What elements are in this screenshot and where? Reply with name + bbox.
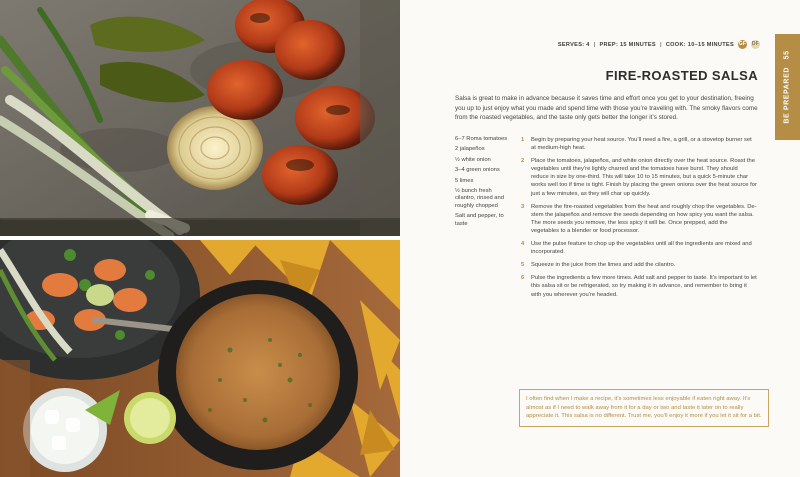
step-text: Use the pulse feature to chop up the vegetables until all the ingredients are mixed and incorporated. [531,241,752,256]
page-number: 55 [783,50,791,60]
recipe-title: FIRE-ROASTED SALSA [605,68,758,83]
step-item [521,136,757,152]
chapter-tab-label [784,50,791,123]
step-number: 1 [521,137,525,143]
recipe-intro: Salsa is great to make in advance because it saves time and effort once you get to your destination, freeing you up to just enjoy what you made and spend time with those you’re traveling with. The smoky flavors come from the roasted vegetables, and the taste only gets better the longer it’s stored. [455,95,758,122]
step-item [521,261,757,269]
tip-box: I often find when I make a recipe, it’s sometimes less enjoyable if eaten right away. It’s almost as if I need to walk away from it for a day or two and taste it later on to really appreciate it. This salsa is no different. Trust me, you’ll enjoy it more if you let it sit for a bit. [519,389,769,427]
ingredient-item: ½ white onion [455,156,491,163]
step-text: Pulse the ingredients a few more times. Add salt and pepper to taste. It’s important to let this salsa sit or be refrigerated, so try making it in advance, and remember to bring it with you wherever you’re headed. [531,275,757,298]
ingredient-item: 5 limes [455,177,474,184]
step-item [521,203,757,235]
chapter-tab [775,34,800,140]
ingredient-item: 6–7 Roma tomatoes [455,136,508,142]
roasted-vegetables-photo [0,0,400,236]
cook-time-text: COOK: 10–15 MINUTES [665,41,734,48]
dairy-free-badge: DF [751,41,760,47]
salsa-bowl-photo [0,240,400,477]
chapter-name: BE PREPARED [783,66,791,124]
ingredient-item: 2 jalapeños [455,146,485,153]
ingredient-item: Salt and pepper, to taste [455,213,504,227]
step-item [521,157,757,197]
step-number: 5 [521,262,525,269]
step-item [521,240,757,256]
prep-time-text: PREP: 15 MINUTES [599,41,656,48]
step-number: 3 [521,203,525,210]
step-number: 4 [521,241,525,248]
step-number: 2 [521,158,525,165]
step-text: Place the tomatoes, jalapeños, and white onion directly over the heat source. Roast the vegetables until they’re lightly charred and the tomatoes have burst. They should reduce in size by one-third. This will take 10 to 15 minutes, but a quick 5-minute char works well too if time is tight. Finish by placing the green onions over the heat source for just a few minutes, as they will char up quickly. [531,158,757,197]
gluten-free-badge: GF [738,41,747,47]
recipe-meta [558,40,760,49]
step-number: 6 [521,275,525,282]
steps-list [521,136,757,304]
step-item [521,274,757,298]
ingredients-list [455,136,510,231]
step-text: Remove the fire-roasted vegetables from the heat and roughly chop the vegetables. De-stem the jalapeños and remove the seeds depending on how spicy you want the salsa. The more seeds you remove, the less spicy it will be. Once prepped, add the vegetables to a blender or food processor. [531,203,757,234]
step-text: Begin by preparing your heat source. You’ll need a fire, a grill, or a stovetop burner set at medium-high heat. [531,137,752,152]
step-text: Squeeze in the juice from the limes and add the cilantro. [531,262,676,269]
meta-separator: | [593,41,596,48]
ingredient-item: ½ bunch fresh cilantro, rinsed and roughly chopped [455,188,504,209]
recipe-page [400,0,800,477]
serves-text: SERVES: 4 [557,41,590,48]
ingredient-item: 3–4 green onions [455,167,500,174]
meta-separator: | [659,41,662,48]
